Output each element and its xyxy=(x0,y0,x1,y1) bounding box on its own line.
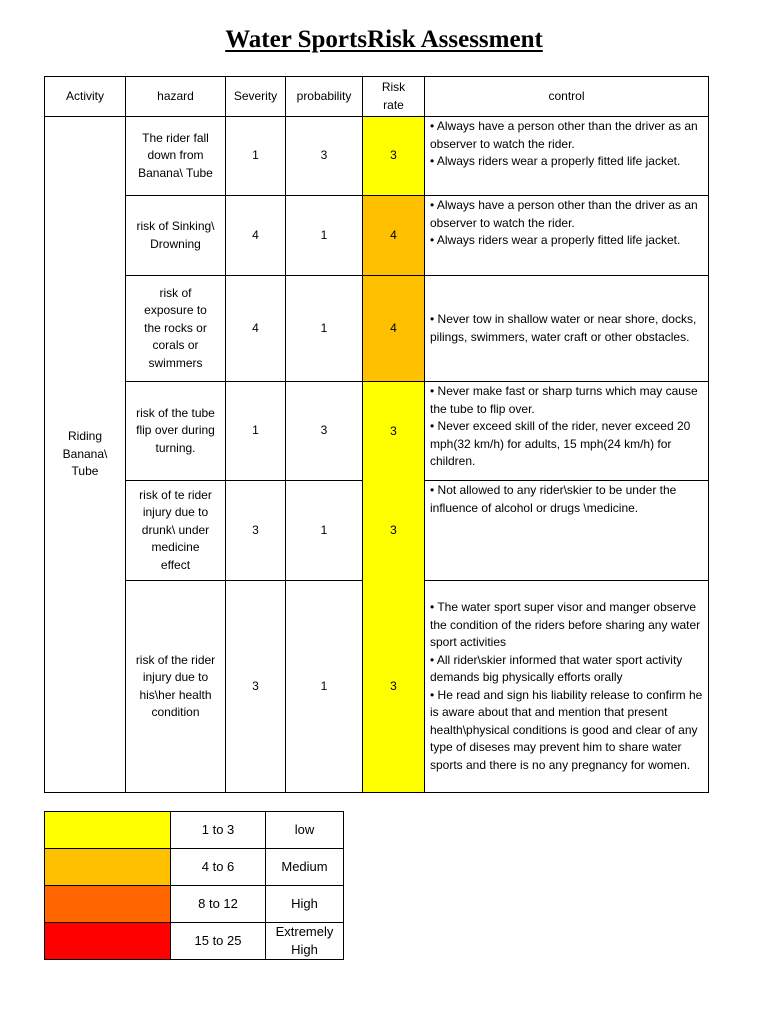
probability-cell: 3 xyxy=(286,117,363,196)
severity-cell: 4 xyxy=(226,196,286,276)
control-bullet: • Not allowed to any rider\skier to be under the influence of alcohol or drugs \medicine. xyxy=(430,483,677,515)
hazard-cell: risk of te rider injury due to drunk\ under medicine effect xyxy=(126,481,226,581)
probability-cell: 1 xyxy=(286,276,363,382)
control-bullet: • He read and sign his liability release to confirm he is aware about that and mention that present health\physical conditions is good and clear of any type of diseses may prevent him to share water sports and there is no any pregnancy for women. xyxy=(430,687,703,772)
risk-table-body xyxy=(45,117,709,793)
control-cell xyxy=(425,276,709,382)
probability-cell: 1 xyxy=(286,581,363,793)
risk-rate-cell: 3 xyxy=(363,481,425,581)
control-cell xyxy=(425,117,709,196)
activity-cell: Riding Banana\ Tube xyxy=(45,117,126,793)
risk-assessment-table xyxy=(44,76,709,793)
probability-cell: 1 xyxy=(286,481,363,581)
severity-cell: 3 xyxy=(226,581,286,793)
legend-color-swatch xyxy=(45,812,171,849)
legend-range: 8 to 12 xyxy=(171,886,266,923)
table-row xyxy=(45,581,709,793)
risk-rate-cell: 3 xyxy=(363,382,425,481)
legend-range: 15 to 25 xyxy=(171,923,266,960)
severity-cell: 1 xyxy=(226,117,286,196)
header-activity: Activity xyxy=(45,77,126,117)
header-probability: probability xyxy=(286,77,363,117)
hazard-cell: risk of exposure to the rocks or corals or swimmers xyxy=(126,276,226,382)
probability-cell: 3 xyxy=(286,382,363,481)
table-row xyxy=(45,196,709,276)
control-bullet: • All rider\skier informed that water sport activity demands big physically efforts orally xyxy=(430,652,683,684)
control-cell xyxy=(425,196,709,276)
control-bullet: • Never tow in shallow water or near shore, docks, pilings, swimmers, water craft or other obstacles. xyxy=(430,312,697,344)
table-header-row xyxy=(45,77,709,117)
header-risk-rate: Risk rate xyxy=(363,77,425,117)
risk-rate-cell: 3 xyxy=(363,581,425,793)
legend-color-swatch xyxy=(45,923,171,960)
control-bullet: • Always riders wear a properly fitted life jacket. xyxy=(430,233,681,247)
risk-legend-table xyxy=(44,811,344,960)
control-bullet: • Always riders wear a properly fitted life jacket. xyxy=(430,154,681,168)
severity-cell: 4 xyxy=(226,276,286,382)
legend-range: 4 to 6 xyxy=(171,849,266,886)
legend-row xyxy=(45,886,344,923)
control-cell xyxy=(425,581,709,793)
legend-level: Medium xyxy=(266,849,344,886)
legend-color-swatch xyxy=(45,849,171,886)
severity-cell: 3 xyxy=(226,481,286,581)
table-row xyxy=(45,481,709,581)
risk-rate-cell: 3 xyxy=(363,117,425,196)
hazard-cell: The rider fall down from Banana\ Tube xyxy=(126,117,226,196)
legend-level: Extremely High xyxy=(266,923,344,960)
risk-rate-cell: 4 xyxy=(363,276,425,382)
legend-range: 1 to 3 xyxy=(171,812,266,849)
control-bullet: • The water sport super visor and manger observe the condition of the riders before sharing any water sport activities xyxy=(430,600,701,649)
header-control: control xyxy=(425,77,709,117)
table-row xyxy=(45,276,709,382)
legend-level: High xyxy=(266,886,344,923)
legend-color-swatch xyxy=(45,886,171,923)
document-title: Water SportsRisk Assessment xyxy=(225,26,543,53)
header-severity: Severity xyxy=(226,77,286,117)
hazard-cell: risk of the tube flip over during turning. xyxy=(126,382,226,481)
control-bullet: • Never make fast or sharp turns which may cause the tube to flip over. xyxy=(430,384,698,416)
hazard-cell: risk of Sinking\ Drowning xyxy=(126,196,226,276)
severity-cell: 1 xyxy=(226,382,286,481)
control-cell xyxy=(425,481,709,581)
legend-row xyxy=(45,923,344,960)
control-cell xyxy=(425,382,709,481)
legend-level: low xyxy=(266,812,344,849)
legend-row xyxy=(45,812,344,849)
control-bullet: • Never exceed skill of the rider, never exceed 20 mph(32 km/h) for adults, 15 mph(24 km/h) for children. xyxy=(430,419,691,468)
table-row xyxy=(45,117,709,196)
legend-body xyxy=(45,812,344,960)
control-bullet: • Always have a person other than the driver as an observer to watch the rider. xyxy=(430,198,698,230)
legend-row xyxy=(45,849,344,886)
header-hazard: hazard xyxy=(126,77,226,117)
probability-cell: 1 xyxy=(286,196,363,276)
control-bullet: • Always have a person other than the driver as an observer to watch the rider. xyxy=(430,119,698,151)
hazard-cell: risk of the rider injury due to his\her health condition xyxy=(126,581,226,793)
risk-rate-cell: 4 xyxy=(363,196,425,276)
table-row xyxy=(45,382,709,481)
